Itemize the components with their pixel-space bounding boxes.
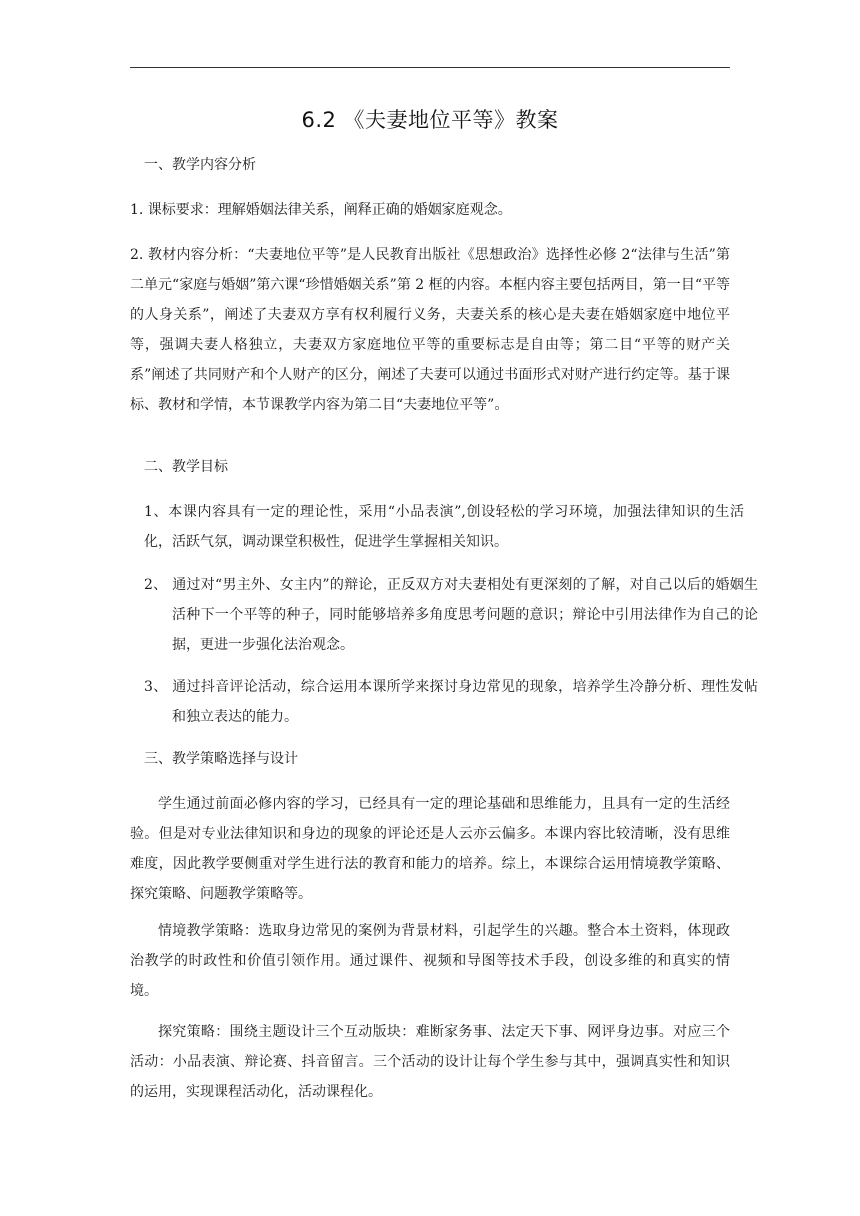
paragraph-textbook-analysis: 2. 教材内容分析：“夫妻地位平等”是人民教育出版社《思想政治》选择性必修 2“法律与生活”第二单元“家庭与婚姻”第六课“珍惜婚姻关系”第 2 框的内容。本框内容主要包括两目，第一目“平等的人身关系”，阐述了夫妻双方享有权利履行义务，夫妻关系的核心是夫妻在婚姻家庭中地位平等，强调夫妻人格独立，夫妻双方家庭地位平等的重要标志是自由等；第二目“平等的财产关系”阐述了共同财产和个人财产的区分，阐述了夫妻可以通过书面形式对财产进行约定等。基于课标、教材和学情，本节课教学内容为第二目“夫妻地位平等”。 — [130, 247, 730, 413]
section-heading-content-analysis: 一、教学内容分析 — [144, 157, 256, 173]
section-heading-teaching-strategy: 三、教学策略选择与设计 — [144, 751, 298, 767]
paragraph-student-analysis: 学生通过前面必修内容的学习，已经具有一定的理论基础和思维能力，且具有一定的生活经验。但是对专业法律知识和身边的现象的评论还是人云亦云偏多。本课内容比较清晰，没有思维难度，因此教学要侧重对学生进行法的教育和能力的培养。综上，本课综合运用情境教学策略、探究策略、问题教学策略等。 — [130, 796, 730, 902]
goal-item-3: 3、 通过抖音评论活动，综合运用本课所学来探讨身边常见的现象，培养学生冷静分析、理性发帖和独立表达的能力。 — [144, 679, 758, 725]
goal-item-1: 1、本课内容具有一定的理论性，采用“小品表演”,创设轻松的学习环境，加强法律知识的生活化，活跃气氛，调动课堂积极性，促进学生掌握相关知识。 — [144, 504, 744, 550]
goal-item-2: 2、 通过对“男主外、女主内”的辩论，正反双方对夫妻相处有更深刻的了解，对自己以后的婚姻生活种下一个平等的种子，同时能够培养多角度思考问题的意识；辩论中引用法律作为自己的论据，更进一步强化法治观念。 — [144, 577, 758, 653]
header-rule — [130, 67, 730, 68]
section-heading-teaching-goals: 二、教学目标 — [144, 459, 228, 475]
paragraph-situational-strategy: 情境教学策略：选取身边常见的案例为背景材料，引起学生的兴趣。整合本土资料，体现政治教学的时政性和价值引领作用。通过课件、视频和导图等技术手段，创设多维的和真实的情境。 — [130, 923, 730, 999]
paragraph-inquiry-strategy: 探究策略：围绕主题设计三个互动版块：难断家务事、法定天下事、网评身边事。对应三个活动：小品表演、辩论赛、抖音留言。三个活动的设计让每个学生参与其中，强调真实性和知识的运用，实现课程活动化，活动课程化。 — [130, 1024, 730, 1100]
document-title: 6.2 《夫妻地位平等》教案 — [301, 108, 559, 132]
paragraph-curriculum-requirement: 1. 课标要求：理解婚姻法律关系，阐释正确的婚姻家庭观念。 — [130, 202, 512, 218]
